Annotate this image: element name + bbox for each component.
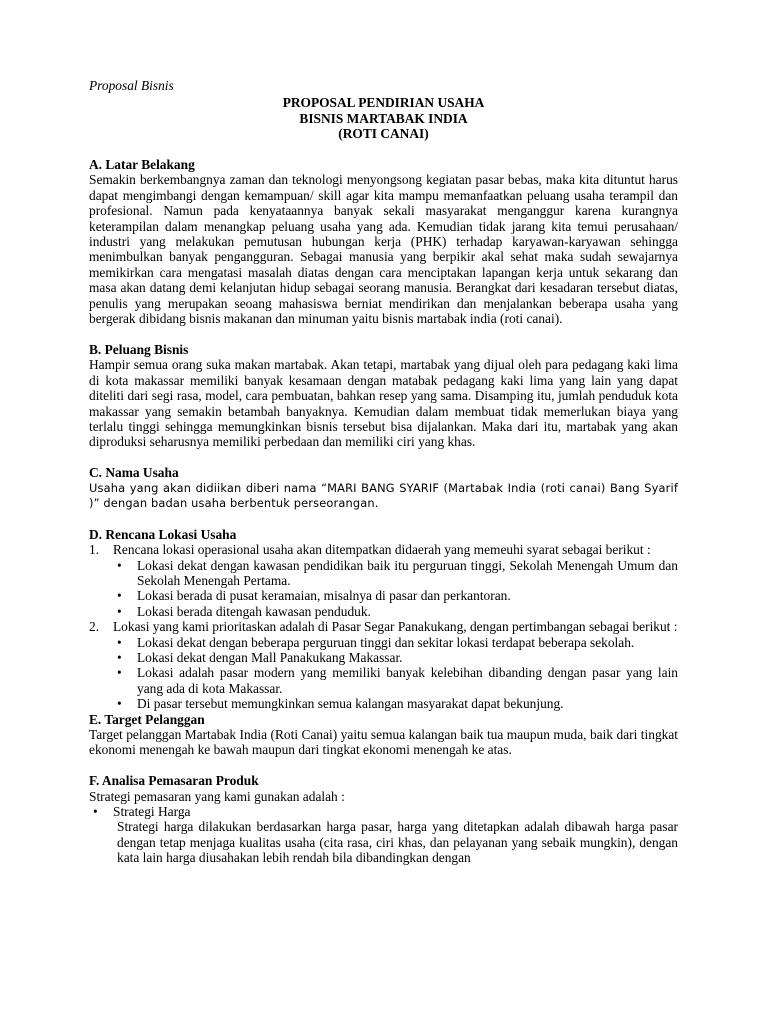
section-heading: C. Nama Usaha — [89, 465, 179, 481]
bullet-text: Lokasi berada di pusat keramaian, misalnya di pasar dan perkantoran. — [137, 588, 511, 604]
section-nama-usaha — [89, 465, 678, 511]
bullet-text: Lokasi dekat dengan beberapa perguruan tinggi dan sekitar lokasi terdapat beberapa sekolah. — [137, 634, 635, 650]
title-line-1: PROPOSAL PENDIRIAN USAHA — [282, 95, 485, 111]
bullet-item — [113, 635, 678, 650]
document-title — [89, 95, 678, 141]
bullet-icon: • — [117, 603, 122, 619]
section-intro: Strategi pemasaran yang kami gunakan adalah : — [89, 788, 345, 804]
bullet-item — [89, 804, 678, 819]
bullet-list — [113, 558, 678, 620]
strategy-body: Strategi harga dilakukan berdasarkan harga pasar, harga yang ditetapkan adalah dibawah harga pasar dengan tetap menjaga kualitas usaha (cita rasa, ciri khas, dan pelayanan yang sebaik mungkin), dengan kata lain harga diusahakan lebih rendah bila dibandingkan dengan — [117, 819, 678, 866]
bullet-text: Lokasi dekat dengan Mall Panakukang Makassar. — [137, 649, 403, 665]
bullet-text: Di pasar tersebut memungkinkan semua kalangan masyarakat dapat bekunjung. — [137, 696, 564, 712]
bullet-text: Lokasi berada ditengah kawasan penduduk. — [137, 603, 371, 619]
section-heading: E. Target Pelanggan — [89, 711, 205, 727]
numbered-list — [89, 542, 678, 711]
list-item — [89, 542, 678, 619]
title-line-2: BISNIS MARTABAK INDIA — [299, 110, 468, 126]
bullet-item — [113, 604, 678, 619]
bullet-item — [113, 558, 678, 589]
bullet-list — [89, 804, 678, 819]
title-line-3: (ROTI CANAI) — [338, 126, 429, 142]
bullet-item — [113, 696, 678, 711]
bullet-text: Lokasi dekat dengan kawasan pendidikan baik itu perguruan tinggi, Sekolah Menengah Umum dan Sekolah Menengah Pertama. — [137, 557, 678, 588]
list-item-text: Rencana lokasi operasional usaha akan ditempatkan didaerah yang memeuhi syarat sebagai berikut : — [113, 542, 651, 558]
bullet-icon: • — [117, 665, 122, 681]
section-target-pelanggan — [89, 712, 678, 758]
section-heading: F. Analisa Pemasaran Produk — [89, 773, 259, 789]
bullet-icon: • — [93, 804, 98, 820]
bullet-icon: • — [117, 557, 122, 573]
bullet-item — [113, 650, 678, 665]
bullet-icon: • — [117, 588, 122, 604]
section-peluang-bisnis — [89, 342, 678, 450]
section-rencana-lokasi — [89, 527, 678, 712]
bullet-item — [113, 588, 678, 603]
bullet-text: Lokasi adalah pasar modern yang memiliki banyak kelebihan dibanding dengan pasar yang lain yang ada di kota Makassar. — [137, 665, 678, 696]
bullet-list — [113, 635, 678, 712]
section-body: Hampir semua orang suka makan martabak. Akan tetapi, martabak yang dijual oleh para pedagang kaki lima di kota makassar memiliki banyak kesamaan dengan matabak pedagang kaki lima yang lain yang dapat diteliti dari segi rasa, model, cara pembuatan, bahkan resep yang sama. Disamping itu, jumlah penduduk kota makassar yang semakin betambah banyaknya. Kemudian dalam membuat tidak memerlukan biaya yang terlalu tinggi sehingga memungkinkan bisnis tersebut bisa dijalankan. Maka dari itu, martabak yang akan diproduksi seharusnya memiliki perbedaan dan memiliki ciri yang khas. — [89, 357, 678, 450]
section-heading: A. Latar Belakang — [89, 157, 195, 173]
bullet-label: Strategi Harga — [113, 804, 191, 820]
section-body: Usaha yang akan didiikan diberi nama “MARI BANG SYARIF (Martabak India (roti canai) Bang Syarif )” dengan badan usaha berbentuk perseorangan. — [89, 480, 678, 510]
bullet-icon: • — [117, 696, 122, 712]
list-number: 1. — [89, 542, 100, 558]
list-item-text: Lokasi yang kami prioritaskan adalah di Pasar Segar Panakukang, dengan pertimbangan sebagai berikut : — [113, 619, 678, 635]
list-number: 2. — [89, 619, 100, 635]
bullet-item — [113, 665, 678, 696]
bullet-icon: • — [117, 634, 122, 650]
section-analisa-pemasaran — [89, 773, 678, 865]
section-heading: D. Rencana Lokasi Usaha — [89, 526, 237, 542]
section-body: Semakin berkembangnya zaman dan teknologi menyongsong kegiatan pasar bebas, maka kita dituntut harus dapat mengimbangi dengan kemampuan/ skill agar kita mampu memanfaatkan peluang usaha terampil dan profesional. Namun pada kenyataannya banyak sekali masyarakat menganggur karena kurangnya keterampilan dalam menangkap peluang usaha yang ada. Kemudian tidak jarang kita temui perusahaan/ industri yang melakukan pemutusan hubungan kerja (PHK) terhadap karyawan-karyawan sehingga menimbulkan banyak pengangguran. Sebagai manusia yang berpikir akal sehat maka sudah sewajarnya memikirkan cara mengatasi masalah diatas dengan cara menciptakan lapangan kerja untuk sekarang dan masa akan datang demi kelanjutan hidup sebagai seorang manusia. Berangkat dari kesadaran tersebut diatas, penulis yang merupakan seoang mahasiswa berniat mendirikan dan menjalankan beberapa usaha yang bergerak dibidang bisnis makanan dan minuman yaitu bisnis martabak india (roti canai). — [89, 172, 678, 327]
section-heading: B. Peluang Bisnis — [89, 341, 189, 357]
list-item — [89, 619, 678, 711]
section-body: Target pelanggan Martabak India (Roti Canai) yaitu semua kalangan baik tua maupun muda, baik dari tingkat ekonomi menengah ke bawah maupun dari tingkat ekonomi menengah ke atas. — [89, 727, 678, 758]
section-latar-belakang — [89, 157, 678, 326]
running-header: Proposal Bisnis — [89, 78, 174, 93]
bullet-icon: • — [117, 649, 122, 665]
